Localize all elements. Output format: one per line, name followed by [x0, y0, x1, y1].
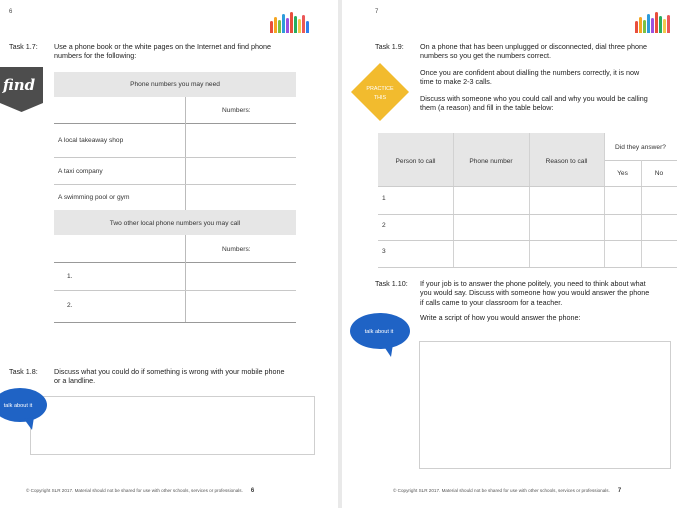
column-divider	[529, 133, 530, 268]
other-numbers-table	[54, 210, 296, 325]
task-text-line: if calls came to your classroom for a teacher.	[420, 297, 563, 307]
task-text-line: you would say. Discuss with someone how you would answer the phone	[420, 288, 650, 298]
table-title: Two other local phone numbers you may call	[109, 220, 241, 227]
page-number: 7	[375, 9, 379, 15]
task-text-line: Discuss with someone who you could call and why you would be calling	[420, 93, 648, 103]
footer	[26, 488, 254, 494]
task-text-line: Write a script of how you would answer the phone:	[420, 313, 581, 323]
copyright-text: © Copyright SLR 2017. Material should not be shared for use with other schools, services or professionals.	[26, 488, 243, 493]
table-row-label: 1.	[67, 273, 73, 280]
copyright-text: © Copyright SLR 2017. Material should not be shared for use with other schools, services or professionals.	[393, 488, 610, 493]
talk-bubble-label: talk about it	[3, 403, 33, 409]
task-instructions	[420, 42, 676, 112]
right-page	[342, 0, 677, 508]
task-instructions	[54, 367, 324, 386]
row-divider	[54, 184, 296, 185]
row-divider	[378, 240, 677, 241]
footer	[393, 488, 621, 494]
table-row-label: A swimming pool or gym	[58, 194, 130, 201]
left-page	[0, 0, 338, 508]
talk-about-it-bubble	[349, 312, 411, 358]
answer-box[interactable]	[30, 396, 315, 455]
column-header: Phone number	[469, 158, 513, 165]
task-label: Task 1.7:	[9, 42, 38, 51]
table-row-number: 3	[382, 248, 386, 255]
no-header: No	[654, 170, 664, 177]
column-divider	[453, 133, 454, 268]
task-text-line: Use a phone book or the white pages on the Internet and find phone	[54, 42, 271, 51]
talk-bubble-label: talk about it	[364, 329, 394, 335]
row-divider	[378, 267, 677, 268]
page-number: 6	[9, 9, 13, 15]
table-row-label: A local takeaway shop	[58, 137, 124, 144]
column-divider	[185, 97, 186, 210]
task-text-line: numbers so you get the numbers correct.	[420, 51, 552, 61]
hands-logo	[635, 11, 675, 33]
row-divider	[54, 123, 296, 124]
column-divider	[185, 235, 186, 322]
numbers-header: Numbers:	[222, 246, 251, 253]
task-text-line: numbers for the following:	[54, 51, 137, 61]
column-header: Reason to call	[545, 158, 588, 165]
table-title: Phone numbers you may need	[130, 81, 220, 88]
task-text-line: If your job is to answer the phone politely, you need to think about what	[420, 279, 646, 288]
task-text-line: On a phone that has been unplugged or disconnected, dial three phone	[420, 42, 647, 51]
task-label: Task 1.8:	[9, 367, 38, 376]
hands-logo	[270, 11, 310, 33]
calls-table	[378, 133, 677, 268]
find-badge	[0, 67, 43, 112]
practice-this-badge	[350, 62, 410, 122]
footer-page-number: 6	[250, 488, 255, 494]
task-label: Task 1.10:	[375, 279, 408, 288]
find-badge-label: find	[2, 76, 36, 94]
footer-page-number: 7	[617, 488, 622, 494]
row-divider	[54, 322, 296, 323]
task-instructions	[54, 42, 324, 61]
table-row-label: 2.	[67, 302, 73, 309]
yes-header: Yes	[617, 170, 628, 177]
talk-about-it-bubble	[0, 387, 50, 431]
table-row-number: 2	[382, 222, 386, 229]
row-divider	[54, 262, 296, 263]
numbers-header: Numbers:	[222, 107, 251, 114]
practice-badge-line: THIS	[373, 95, 387, 101]
task-text-line: them (a reason) and fill in the table below:	[420, 103, 554, 113]
row-divider	[378, 186, 677, 187]
task-text-line: Discuss what you could do if something is wrong with your mobile phone	[54, 367, 285, 376]
task-text-line: time to make 2-3 calls.	[420, 77, 492, 87]
answered-header: Did they answer?	[615, 144, 666, 151]
row-divider	[378, 214, 677, 215]
row-divider	[54, 290, 296, 291]
task-text-line: Once you are confident about dialling the numbers correctly, it is now	[420, 67, 640, 77]
task-text-line: or a landline.	[54, 376, 96, 386]
task-instructions	[420, 279, 676, 323]
table-row-label: A taxi company	[58, 168, 103, 175]
column-divider	[604, 133, 605, 268]
table-row-number: 1	[382, 195, 386, 202]
row-divider	[54, 157, 296, 158]
task-label: Task 1.9:	[375, 42, 404, 51]
practice-badge-line: PRACTICE	[366, 86, 394, 92]
column-header: Person to call	[395, 158, 436, 165]
script-answer-box[interactable]	[419, 341, 671, 469]
